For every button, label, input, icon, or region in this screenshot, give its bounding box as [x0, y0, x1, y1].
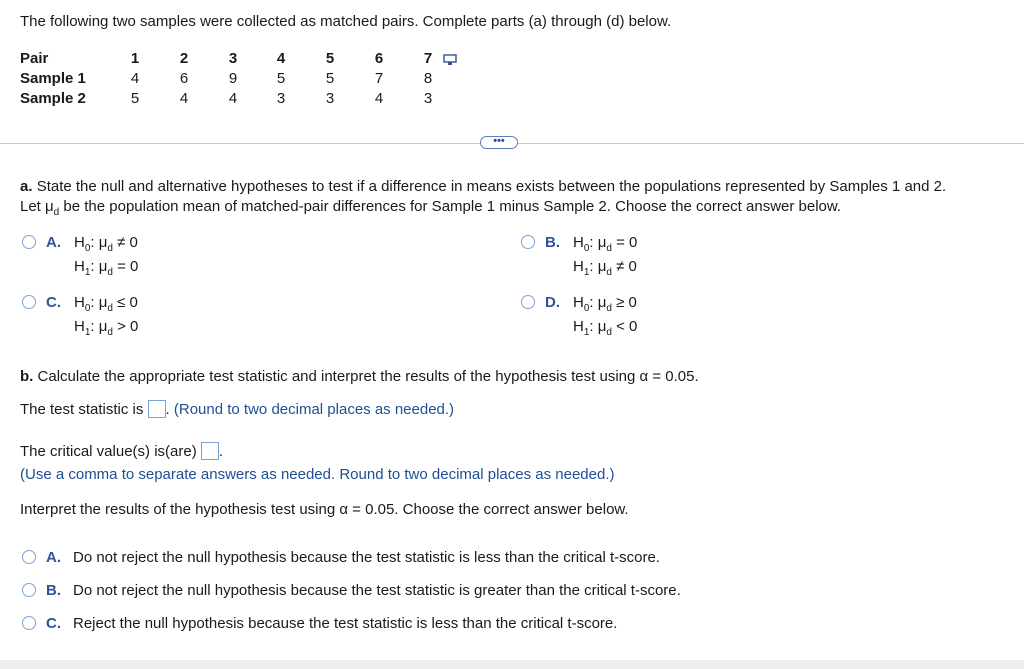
- option-letter: B.: [545, 234, 560, 251]
- radio-button[interactable]: [521, 235, 535, 249]
- option-text: Do not reject the null hypothesis because the test statistic is greater than the critical t-score.: [73, 582, 681, 599]
- table-cell-sample2-4: 3: [276, 90, 286, 107]
- table-cell-pairs-5: 5: [325, 50, 335, 67]
- table-cell-sample1-2: 6: [179, 70, 189, 87]
- test-statistic-hint: (Round to two decimal places as needed.): [173, 401, 455, 418]
- table-cell-sample2-2: 4: [179, 90, 189, 107]
- option-letter: C.: [46, 294, 61, 311]
- table-cell-pairs-7: 7: [423, 50, 433, 67]
- option-text: Do not reject the null hypothesis because the test statistic is less than the critical t-score.: [73, 549, 660, 566]
- table-cell-sample1-3: 9: [228, 70, 238, 87]
- null-hypothesis: $H_0$: $\mu_d \le 0$: [74, 294, 138, 314]
- radio-button[interactable]: [22, 295, 36, 309]
- expand-more-button[interactable]: •••: [480, 136, 518, 149]
- radio-button[interactable]: [22, 583, 36, 597]
- part-a-option-2[interactable]: [521, 235, 721, 281]
- test-statistic-line: The test statistic is . (Round to two decimal places as needed.): [20, 401, 455, 418]
- part-a-label: a.: [20, 178, 33, 195]
- part-b-option-1[interactable]: [22, 549, 742, 569]
- part-a-question: [20, 178, 946, 195]
- table-cell-sample1-1: 4: [130, 70, 140, 87]
- null-hypothesis: $H_0$: $\mu_d \ge 0$: [573, 294, 637, 314]
- part-a-option-1[interactable]: [22, 235, 222, 281]
- part-b-option-3[interactable]: [22, 615, 742, 635]
- option-letter: D.: [545, 294, 560, 311]
- table-cell-sample2-6: 4: [374, 90, 384, 107]
- table-cell-pairs-3: 3: [228, 50, 238, 67]
- problem-intro: The following two samples were collected as matched pairs. Complete parts (a) through (d) below.: [20, 13, 672, 30]
- part-b-option-2[interactable]: [22, 582, 742, 602]
- null-hypothesis: $H_0$: $\mu_d = 0$: [573, 234, 638, 254]
- radio-button[interactable]: [22, 616, 36, 630]
- part-a-line1: State the null and alternative hypotheses to test if a difference in means exists between the populations represented by Samples 1 and 2.: [36, 178, 947, 195]
- table-cell-sample1-7: 8: [423, 70, 433, 87]
- table-cell-pairs-1: 1: [130, 50, 140, 67]
- option-letter: A.: [46, 234, 61, 251]
- table-cell-sample1-4: 5: [276, 70, 286, 87]
- copy-table-icon[interactable]: [443, 53, 457, 65]
- alternative-hypothesis: $H_1$: $\mu_d = 0$: [74, 258, 139, 278]
- critical-value-hint: (Use a comma to separate answers as needed. Round to two decimal places as needed.): [20, 466, 615, 483]
- table-cell-sample2-5: 3: [325, 90, 335, 107]
- table-cell-pairs-2: 2: [179, 50, 189, 67]
- row-label-sample1: Sample 1: [20, 70, 86, 87]
- part-b-label: b.: [20, 368, 34, 385]
- row-label-sample2: Sample 2: [20, 90, 86, 107]
- alternative-hypothesis: $H_1$: $\mu_d > 0$: [74, 318, 139, 338]
- test-statistic-input[interactable]: [148, 400, 166, 418]
- critical-value-line: The critical value(s) is(are) .: [20, 443, 224, 460]
- radio-button[interactable]: [22, 235, 36, 249]
- part-a-line2: Let $\mu_d$ be the population mean of matched-pair differences for Sample 1 minus Sample 2. Choose the correct answer below.: [20, 198, 842, 218]
- alternative-hypothesis: $H_1$: $\mu_d \ne 0$: [573, 258, 637, 278]
- part-b-text: Calculate the appropriate test statistic and interpret the results of the hypothesis test using α = 0.05.: [37, 368, 699, 385]
- null-hypothesis: $H_0$: $\mu_d \ne 0$: [74, 234, 138, 254]
- bottom-bar: [0, 660, 1024, 669]
- table-cell-sample2-7: 3: [423, 90, 433, 107]
- radio-button[interactable]: [22, 550, 36, 564]
- alternative-hypothesis: $H_1$: $\mu_d < 0$: [573, 318, 638, 338]
- table-cell-pairs-6: 6: [374, 50, 384, 67]
- part-a-option-4[interactable]: [521, 295, 721, 341]
- part-a-option-3[interactable]: [22, 295, 222, 341]
- table-cell-sample2-1: 5: [130, 90, 140, 107]
- critical-value-input[interactable]: [201, 442, 219, 460]
- option-letter: C.: [46, 615, 61, 632]
- option-letter: B.: [46, 582, 61, 599]
- table-cell-pairs-4: 4: [276, 50, 286, 67]
- option-text: Reject the null hypothesis because the test statistic is less than the critical t-score.: [73, 615, 618, 632]
- table-cell-sample2-3: 4: [228, 90, 238, 107]
- table-cell-sample1-5: 5: [325, 70, 335, 87]
- data-table: [20, 49, 440, 109]
- part-b-question: [20, 368, 699, 385]
- option-letter: A.: [46, 549, 61, 566]
- radio-button[interactable]: [521, 295, 535, 309]
- row-label-pair: Pair: [20, 50, 49, 67]
- interpret-prompt: Interpret the results of the hypothesis test using α = 0.05. Choose the correct answer below.: [20, 501, 629, 518]
- table-cell-sample1-6: 7: [374, 70, 384, 87]
